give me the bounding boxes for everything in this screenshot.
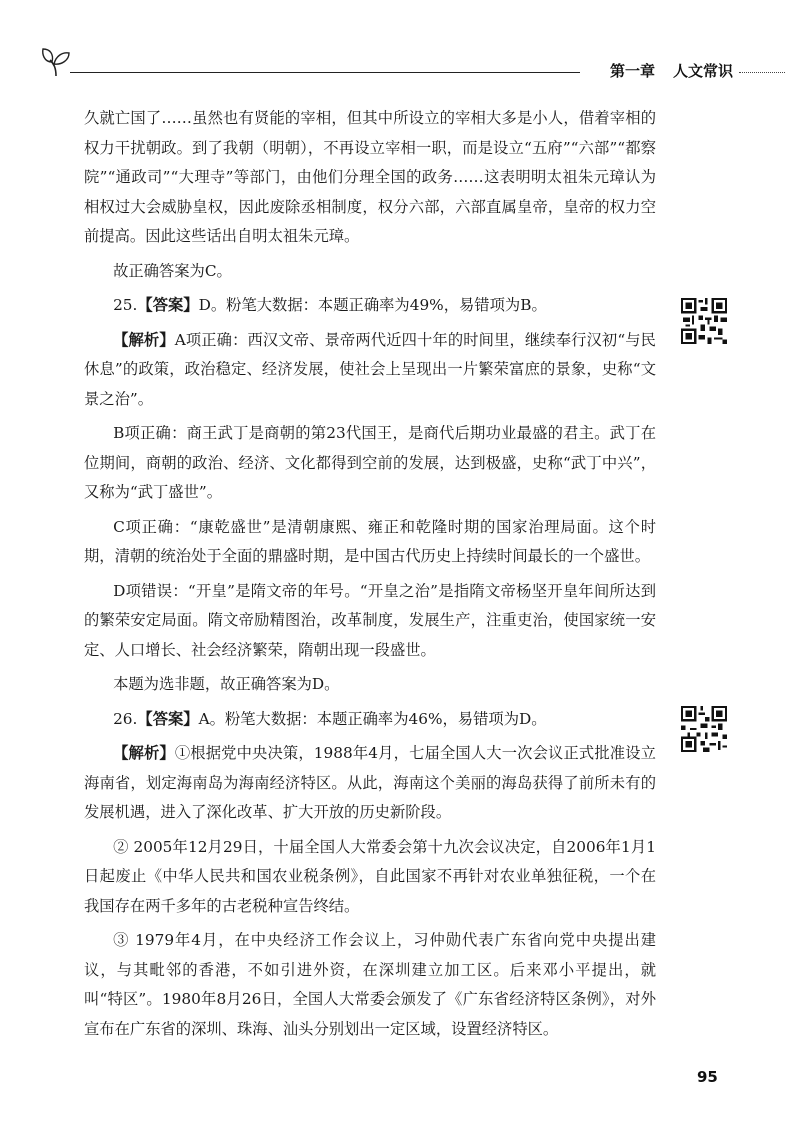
running-header <box>40 46 785 78</box>
header-dotted-rule <box>739 72 785 73</box>
q26-number: 26. <box>113 709 138 728</box>
q26-answer-text: A。粉笔大数据：本题正确率为46%，易错项为D。 <box>198 709 547 728</box>
q25-conclusion: 本题为选非题，故正确答案为D。 <box>113 675 340 693</box>
q26-analysis-tag: 【解析】 <box>113 744 175 762</box>
qr-code-icon[interactable] <box>681 706 727 752</box>
chapter-label: 第一章 <box>609 62 655 80</box>
q25-option-b: B项正确：商王武丁是商朝的第23代国王，是商代后期功业最盛的君主。武丁在位期间，商朝的政治、经济、文化都得到空前的发展，达到极盛，史称“武丁中兴”，又称为“武丁盛世”。 <box>84 424 656 501</box>
page-body <box>84 104 656 1049</box>
header-rule <box>70 72 580 73</box>
q25-analysis-tag: 【解析】 <box>113 330 175 349</box>
q26-point-1: ①根据党中央决策，1988年4月，七届全国人大一次会议正式批准设立海南省，划定海南岛为海南经济特区。从此，海南这个美丽的海岛获得了前所未有的发展机遇，进入了深化改革、扩大开放的历史新阶段。 <box>84 744 656 821</box>
q26-answer <box>84 705 656 735</box>
paragraph-continued: 久就亡国了……虽然也有贤能的宰相，但其中所设立的宰相大多是小人，借着宰相的权力干扰朝政。到了我朝（明朝），不再设立宰相一职，而是设立“五府”“六部”“都察院”“通政司”“大理寺”等部门，由他们分理全国的政务……这表明明太祖朱元璋认为相权过大会威胁皇权，因此废除丞相制度，权分六部，六部直属皇帝，皇帝的权力空前提高。因此这些话出自明太祖朱元璋。 <box>84 109 656 245</box>
page-number: 95 <box>697 1068 718 1086</box>
q26-point-2: ② 2005年12月29日，十届全国人大常委会第十九次会议决定，自2006年1月1日起废止《中华人民共和国农业税条例》，自此国家不再针对农业单独征税，一个在我国存在两千多年的古老税种宣告终结。 <box>84 837 656 915</box>
chapter-heading <box>610 60 733 81</box>
q26-point-3: ③ 1979年4月，在中央经济工作会议上，习仲勋代表广东省向党中央提出建议，与其毗邻的香港，不如引进外资，在深圳建立加工区。后来邓小平提出，就叫“特区”。1980年8月26日，全国人大常委会颁发了《广东省经济特区条例》，对外宣布在广东省的深圳、珠海、汕头分别划出一定区域，设置经济特区。 <box>84 931 656 1038</box>
q26-analysis-1 <box>84 739 656 828</box>
leaf-sprout-icon <box>40 46 72 78</box>
q25-analysis-a <box>84 326 656 415</box>
q25-number: 25. <box>113 296 138 314</box>
answer-conclusion: 故正确答案为C。 <box>113 261 232 280</box>
q26-answer-tag: 【答案】 <box>137 709 199 728</box>
section-label: 人文常识 <box>672 62 733 80</box>
q25-answer <box>84 291 656 321</box>
q25-answer-text: D。粉笔大数据：本题正确率为49%，易错项为B。 <box>198 296 547 314</box>
q25-answer-tag: 【答案】 <box>137 296 199 314</box>
qr-code-icon[interactable] <box>681 298 727 344</box>
q25-option-d: D项错误：“开皇”是隋文帝的年号。“开皇之治”是指隋文帝杨坚开皇年间所达到的繁荣安定局面。隋文帝励精图治，改革制度，发展生产，注重吏治，使国家统一安定、人口增长、社会经济繁荣，隋朝出现一段盛世。 <box>84 581 656 659</box>
q25-option-c: C项正确：“康乾盛世”是清朝康熙、雍正和乾隆时期的国家治理局面。这个时期，清朝的统治处于全面的鼎盛时期，是中国古代历史上持续时间最长的一个盛世。 <box>84 517 656 565</box>
q25-option-a: A项正确：西汉文帝、景帝两代近四十年的时间里，继续奉行汉初“与民休息”的政策，政治稳定、经济发展，使社会上呈现出一片繁荣富庶的景象，史称“文景之治”。 <box>84 330 656 408</box>
